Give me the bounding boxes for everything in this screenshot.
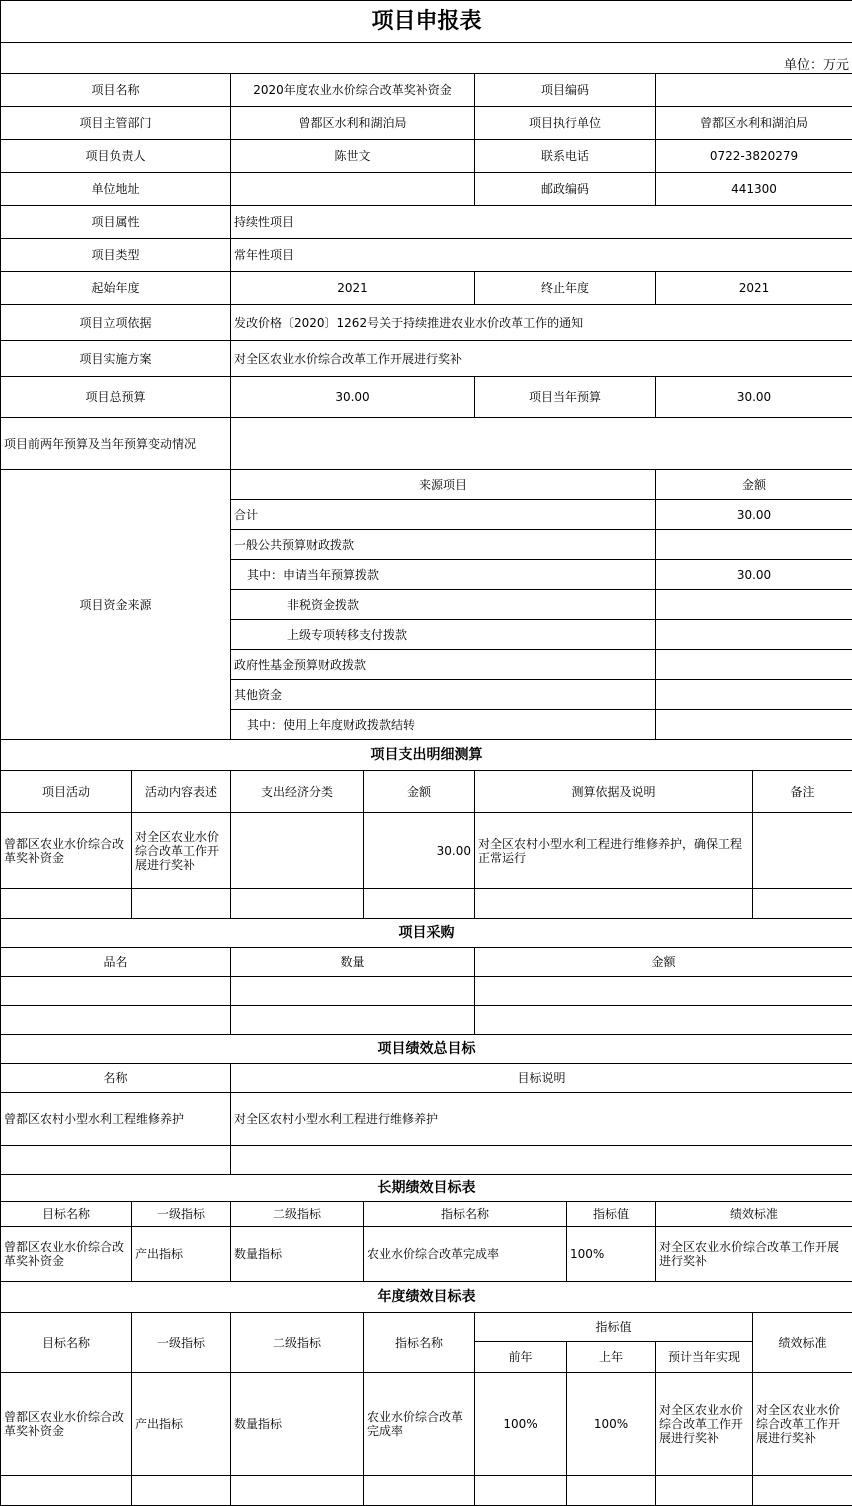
budget-change-label: 项目前两年预算及当年预算变动情况 (1, 418, 231, 470)
empty-cell (1, 1146, 231, 1175)
funding-row-amount: 30.00 (656, 560, 852, 590)
funding-row-name: 一般公共预算财政拨款 (231, 530, 656, 560)
funding-row-amount (656, 530, 852, 560)
dept-value: 曾都区水利和湖泊局 (231, 107, 475, 140)
annual-standard: 对全区农业水价综合改革工作开展进行奖补 (753, 1373, 852, 1476)
leader-label: 项目负责人 (1, 140, 231, 173)
goal-name: 曾都区农村小型水利工程维修养护 (1, 1093, 231, 1146)
longterm-indicator: 农业水价综合改革完成率 (364, 1227, 567, 1282)
end-year-label: 终止年度 (475, 272, 656, 305)
funding-row-name: 其他资金 (231, 680, 656, 710)
funding-source-header: 来源项目 (231, 470, 656, 500)
annual-prev1: 100% (567, 1373, 656, 1476)
budget-change-value (231, 418, 852, 470)
empty-cell (364, 1476, 475, 1506)
end-year-value: 2021 (656, 272, 852, 305)
empty-cell (364, 889, 475, 919)
empty-cell (231, 889, 364, 919)
funding-row-name: 政府性基金预算财政拨款 (231, 650, 656, 680)
project-name-label: 项目名称 (1, 74, 231, 107)
total-budget-label: 项目总预算 (1, 377, 231, 418)
funding-row-name: 上级专项转移支付拨款 (231, 620, 656, 650)
exec-unit-value: 曾都区水利和湖泊局 (656, 107, 852, 140)
expense-amount: 30.00 (364, 813, 475, 889)
phone-value: 0722-3820279 (656, 140, 852, 173)
longterm-target: 曾都区农业水价综合改革奖补资金 (1, 1227, 132, 1282)
longterm-header: 目标名称 (1, 1202, 132, 1227)
funding-row-name: 其中：申请当年预算拨款 (231, 560, 656, 590)
plan-value: 对全区农业水价综合改革工作开展进行奖补 (231, 341, 852, 377)
basis-value: 发改价格〔2020〕1262号关于持续推进农业水价改革工作的通知 (231, 305, 852, 341)
funding-row-amount (656, 650, 852, 680)
annual-prev2: 100% (475, 1373, 567, 1476)
start-year-label: 起始年度 (1, 272, 231, 305)
empty-cell (1, 1006, 231, 1035)
empty-cell (475, 1006, 852, 1035)
start-year-value: 2021 (231, 272, 475, 305)
longterm-header: 二级指标 (231, 1202, 364, 1227)
expense-econ-class (231, 813, 364, 889)
empty-cell (231, 1006, 475, 1035)
purchase-header-amount: 金额 (475, 948, 852, 977)
empty-cell (567, 1476, 656, 1506)
empty-cell (231, 1476, 364, 1506)
annual-indicator: 农业水价综合改革完成率 (364, 1373, 475, 1476)
unit-label: 单位：万元 (1, 43, 852, 74)
funding-row-amount (656, 620, 852, 650)
funding-row-amount (656, 680, 852, 710)
expense-section-title: 项目支出明细测算 (1, 740, 852, 771)
annual-target: 曾都区农业水价综合改革奖补资金 (1, 1373, 132, 1476)
empty-cell (132, 889, 231, 919)
annual-l2: 数量指标 (231, 1373, 364, 1476)
goal-header-name: 名称 (1, 1064, 231, 1093)
attribute-label: 项目属性 (1, 206, 231, 239)
empty-cell (475, 889, 753, 919)
year-budget-value: 30.00 (656, 377, 852, 418)
dept-label: 项目主管部门 (1, 107, 231, 140)
empty-cell (231, 1146, 852, 1175)
annual-section-title: 年度绩效目标表 (1, 1282, 852, 1313)
funding-row-name: 其中：使用上年度财政拨款结转 (231, 710, 656, 740)
longterm-header: 一级指标 (132, 1202, 231, 1227)
annual-header-target: 目标名称 (1, 1313, 132, 1373)
purchase-header-item: 品名 (1, 948, 231, 977)
expense-content: 对全区农业水价综合改革工作开展进行奖补 (132, 813, 231, 889)
funding-row-amount (656, 590, 852, 620)
longterm-header: 绩效标准 (656, 1202, 852, 1227)
annual-header-prev1: 上年 (567, 1342, 656, 1373)
annual-header-prev2: 前年 (475, 1342, 567, 1373)
purchase-section-title: 项目采购 (1, 919, 852, 948)
goal-desc: 对全区农村小型水利工程进行维修养护 (231, 1093, 852, 1146)
empty-cell (753, 1476, 852, 1506)
empty-cell (1, 1476, 132, 1506)
type-label: 项目类型 (1, 239, 231, 272)
empty-cell (753, 889, 852, 919)
project-code-value (656, 74, 852, 107)
expense-header: 支出经济分类 (231, 771, 364, 813)
annual-header-standard: 绩效标准 (753, 1313, 852, 1373)
basis-label: 项目立项依据 (1, 305, 231, 341)
annual-header-expect: 预计当年实现 (656, 1342, 753, 1373)
attribute-value: 持续性项目 (231, 206, 852, 239)
annual-header-value: 指标值 (475, 1313, 753, 1342)
annual-expect: 对全区农业水价综合改革工作开展进行奖补 (656, 1373, 753, 1476)
expense-note (753, 813, 852, 889)
funding-row-amount: 30.00 (656, 500, 852, 530)
longterm-standard: 对全区农业水价综合改革工作开展进行奖补 (656, 1227, 852, 1282)
expense-header: 项目活动 (1, 771, 132, 813)
expense-header: 测算依据及说明 (475, 771, 753, 813)
expense-activity: 曾都区农业水价综合改革奖补资金 (1, 813, 132, 889)
funding-row-name: 非税资金拨款 (231, 590, 656, 620)
project-name-value: 2020年度农业水价综合改革奖补资金 (231, 74, 475, 107)
type-value: 常年性项目 (231, 239, 852, 272)
longterm-header: 指标名称 (364, 1202, 567, 1227)
year-budget-label: 项目当年预算 (475, 377, 656, 418)
purchase-header-qty: 数量 (231, 948, 475, 977)
page-title: 项目申报表 (1, 1, 852, 43)
annual-header-l2: 二级指标 (231, 1313, 364, 1373)
empty-cell (1, 889, 132, 919)
leader-value: 陈世文 (231, 140, 475, 173)
longterm-value: 100% (567, 1227, 656, 1282)
exec-unit-label: 项目执行单位 (475, 107, 656, 140)
funding-label: 项目资金来源 (1, 470, 231, 740)
expense-header: 活动内容表述 (132, 771, 231, 813)
plan-label: 项目实施方案 (1, 341, 231, 377)
longterm-l2: 数量指标 (231, 1227, 364, 1282)
funding-row-amount (656, 710, 852, 740)
goal-section-title: 项目绩效总目标 (1, 1035, 852, 1064)
zip-value: 441300 (656, 173, 852, 206)
address-label: 单位地址 (1, 173, 231, 206)
empty-cell (475, 1476, 567, 1506)
expense-header: 金额 (364, 771, 475, 813)
empty-cell (231, 977, 475, 1006)
annual-l1: 产出指标 (132, 1373, 231, 1476)
expense-basis: 对全区农村小型水利工程进行维修养护，确保工程正常运行 (475, 813, 753, 889)
empty-cell (132, 1476, 231, 1506)
zip-label: 邮政编码 (475, 173, 656, 206)
empty-cell (475, 977, 852, 1006)
longterm-l1: 产出指标 (132, 1227, 231, 1282)
funding-amount-header: 金额 (656, 470, 852, 500)
empty-cell (656, 1476, 753, 1506)
longterm-section-title: 长期绩效目标表 (1, 1175, 852, 1202)
goal-header-desc: 目标说明 (231, 1064, 852, 1093)
address-value (231, 173, 475, 206)
expense-header: 备注 (753, 771, 852, 813)
annual-header-l1: 一级指标 (132, 1313, 231, 1373)
funding-row-name: 合计 (231, 500, 656, 530)
total-budget-value: 30.00 (231, 377, 475, 418)
annual-header-name: 指标名称 (364, 1313, 475, 1373)
empty-cell (1, 977, 231, 1006)
phone-label: 联系电话 (475, 140, 656, 173)
longterm-header: 指标值 (567, 1202, 656, 1227)
project-code-label: 项目编码 (475, 74, 656, 107)
